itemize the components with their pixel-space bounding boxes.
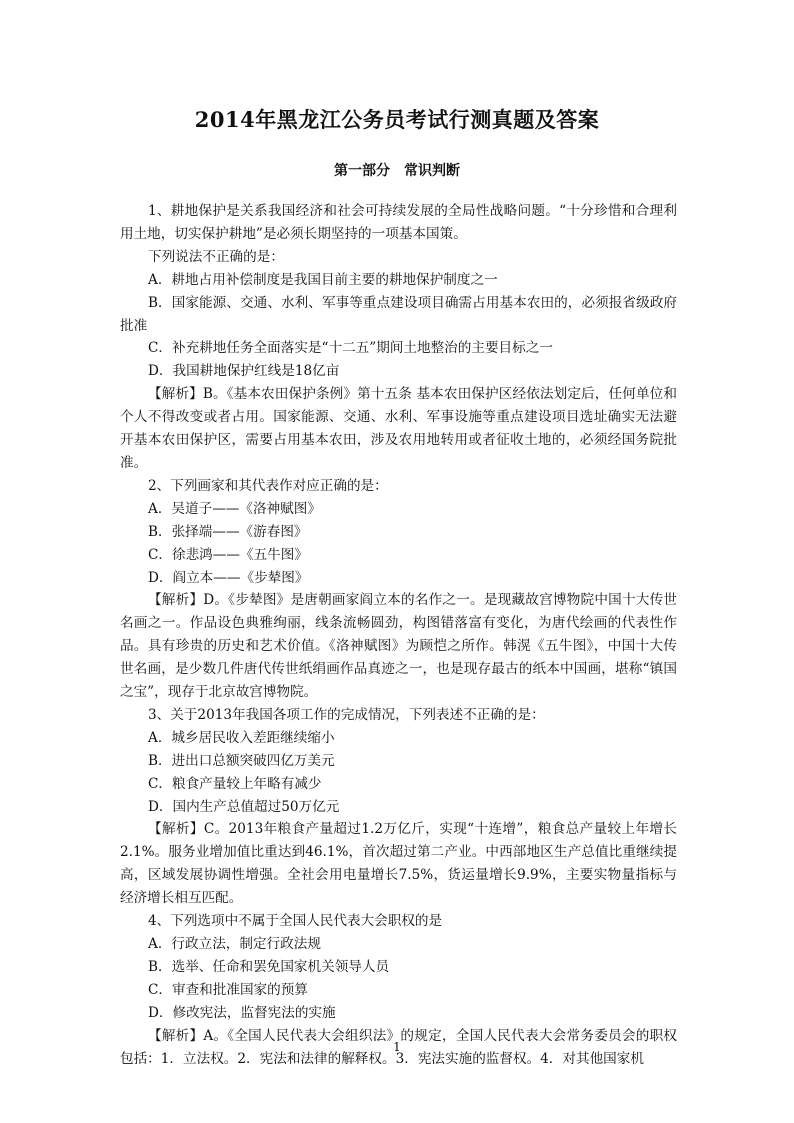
answer-option: C．徐悲鸿——《五牛图》: [148, 546, 308, 563]
answer-option: D．我国耕地保护红线是18亿亩: [148, 363, 340, 380]
answer-option: B．国家能源、交通、水利、军事等重点建设项目确需占用基本农田的，必须报省级政府批准: [120, 294, 677, 334]
answer-option: D．修改宪法，监督宪法的实施: [148, 1004, 336, 1021]
answer-option: A．耕地占用补偿制度是我国目前主要的耕地保护制度之一: [148, 271, 498, 288]
answer-option: B．进出口总额突破四亿万美元: [148, 752, 335, 769]
answer-explanation: 【解析】C。2013年粮食产量超过1.2万亿斤，实现“十连增”，粮食总产量较上年增长2.1%。服务业增加值比重达到46.1%，首次超过第二产业。中西部地区生产总值比重继续提高，区域发展协调性增强。全社会用电量增长7.5%，货运量增长9.9%，主要实物量指标与经济增长相互匹配。: [120, 821, 677, 907]
answer-option: D．阎立本——《步辇图》: [148, 569, 309, 586]
page-number: 1: [393, 1040, 401, 1054]
answer-option: B．张择端——《游春图》: [148, 523, 308, 540]
document-title: 2014年黑龙江公务员考试行测真题及答案: [194, 107, 600, 132]
answer-option: A．城乡居民收入差距继续缩小: [148, 729, 335, 746]
question-stem: 2、下列画家和其代表作对应正确的是：: [148, 477, 388, 494]
answer-option: A．吴道子——《洛神赋图》: [148, 500, 321, 517]
answer-explanation: 【解析】D。《步辇图》是唐朝画家阎立本的名作之一。是现藏故宫博物院中国十大传世名画之一。作品设色典雅绚丽，线条流畅圆劲，构图错落富有变化，为唐代绘画的代表性作品。具有珍贵的历史和艺术价值。《洛神赋图》为顾恺之所作。韩滉《五牛图》，中国十大传世名画，是少数几件唐代传世纸绢画作品真迹之一，也是现存最古的纸本中国画，堪称“镇国之宝”，现存于北京故宫博物院。: [120, 592, 677, 701]
question-stem: 4、下列选项中不属于全国人民代表大会职权的是: [148, 913, 443, 930]
answer-option: C．粮食产量较上年略有减少: [148, 775, 322, 792]
question-stem: 1、耕地保护是关系我国经济和社会可持续发展的全局性战略问题。“十分珍惜和合理利用土地，切实保护耕地”是必须长期坚持的一项基本国策。: [120, 203, 677, 242]
answer-explanation: 【解析】A。《全国人民代表大会组织法》的规定，全国人民代表大会常务委员会的职权包括：1．立法权。2．宪法和法律的解释权。3．宪法实施的监督权。4．对其他国家机: [120, 1027, 677, 1067]
document-body: [120, 200, 677, 1070]
answer-option: C．补充耕地任务全面落实是“十二五”期间土地整治的主要目标之一: [148, 340, 553, 357]
answer-explanation: 【解析】B。《基本农田保护条例》第十五条 基本农田保护区经依法划定后，任何单位和个人不得改变或者占用。国家能源、交通、水利、军事设施等重点建设项目选址确实无法避开基本农田保护区，需要占用基本农田，涉及农用地转用或者征收土地的，必须经国务院批准。: [120, 386, 677, 471]
answer-option: A．行政立法，制定行政法规: [148, 936, 321, 952]
question-stem: 3、关于2013年我国各项工作的完成情况，下列表述不正确的是：: [148, 706, 545, 723]
question-prompt: 下列说法不正确的是：: [148, 248, 284, 265]
answer-option: B．选举、任命和罢免国家机关领导人员: [148, 958, 390, 975]
answer-option: C．审查和批准国家的预算: [148, 981, 308, 998]
section-heading: 第一部分 常识判断: [334, 163, 460, 179]
answer-option: D．国内生产总值超过50万亿元: [148, 798, 340, 815]
